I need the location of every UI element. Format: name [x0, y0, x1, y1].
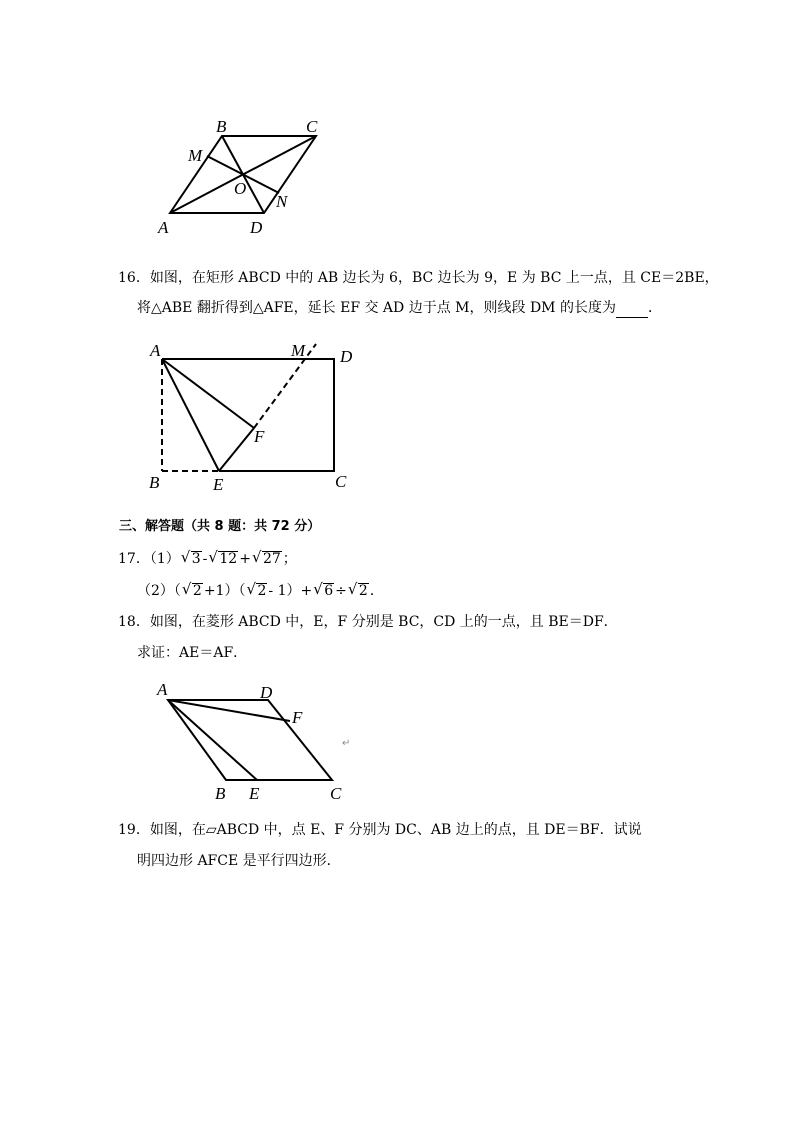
label-a: A [158, 218, 169, 237]
rectangle-fold-figure [140, 338, 370, 498]
q17-p2-mid1: +1）（ [203, 583, 246, 599]
label-d: D [260, 683, 273, 702]
q19-line1: 19．如图，在▱ABCD 中，点 E、F 分别为 DC、AB 边上的点，且 DE＝BF．试说 [118, 822, 642, 838]
label-a: A [150, 341, 161, 360]
q17-part2 [137, 581, 384, 601]
q16-line2-end: ． [647, 300, 662, 316]
label-c: C [330, 784, 342, 803]
label-b: B [215, 784, 226, 803]
q17-p2-end: ． [369, 583, 384, 599]
label-n: N [276, 192, 288, 211]
return-mark: ↵ [342, 738, 351, 749]
parallelogram-figure [150, 112, 350, 242]
q19-line2: 明四边形 AFCE 是平行四边形． [137, 853, 341, 869]
extension-fm [254, 344, 316, 428]
op-divide: ÷ [335, 583, 347, 599]
sqrt-12: √ 12 [208, 549, 238, 569]
op-minus: - [202, 551, 208, 567]
label-f: F [292, 708, 303, 727]
q17-p1-prefix: 17．（1） [118, 551, 180, 567]
op-plus: + [239, 551, 251, 567]
sqrt-2b: √ 2 [246, 581, 267, 601]
q16-line2-text: 将△ABE 翻折得到△AFE，延长 EF 交 AD 边于点 M，则线段 DM 的长度为 [137, 300, 616, 316]
answer-blank[interactable] [616, 303, 648, 318]
q18-line2: 求证：AE＝AF． [137, 645, 248, 661]
rectangle-top-right-sides [162, 359, 334, 471]
sqrt-2c: √ 2 [348, 581, 369, 601]
label-b: B [216, 117, 227, 136]
label-m: M [291, 341, 306, 360]
sqrt-6: √ 6 [313, 581, 334, 601]
q16-line1: 16．如图，在矩形 ABCD 中的 AB 边长为 6，BC 边长为 9，E 为 BC 上一点，且 CE＝2BE， [118, 270, 719, 286]
q17-p2-prefix: （2）（ [137, 583, 181, 599]
label-f: F [254, 427, 265, 446]
label-d: D [340, 347, 353, 366]
sqrt-2a: √ 2 [182, 581, 203, 601]
label-a: A [157, 680, 168, 699]
sqrt-3: √ 3 [181, 549, 202, 569]
segment-ef [219, 428, 254, 471]
segment-af [162, 359, 254, 428]
q17-part1 [118, 549, 297, 569]
segment-ae [162, 359, 219, 471]
q18-line1: 18．如图，在菱形 ABCD 中，E，F 分别是 BC，CD 上的一点，且 BE＝DF． [118, 614, 618, 630]
label-c: C [306, 117, 318, 136]
rhombus-abcd [168, 700, 332, 780]
q16-line2 [137, 298, 662, 318]
label-e: E [213, 475, 224, 494]
section-heading: 三、解答题（共 8 题：共 72 分） [119, 519, 321, 534]
label-b: B [149, 473, 160, 492]
label-d: D [250, 218, 263, 237]
q17-p1-end: ； [282, 551, 297, 567]
segment-ae [168, 700, 257, 780]
label-o: O [234, 179, 247, 198]
rhombus-figure [150, 678, 360, 806]
label-e: E [249, 784, 260, 803]
q17-p2-mid2: - 1）+ [268, 583, 313, 599]
label-m: M [188, 146, 203, 165]
label-c: C [335, 472, 347, 491]
sqrt-27: √ 27 [252, 549, 282, 569]
